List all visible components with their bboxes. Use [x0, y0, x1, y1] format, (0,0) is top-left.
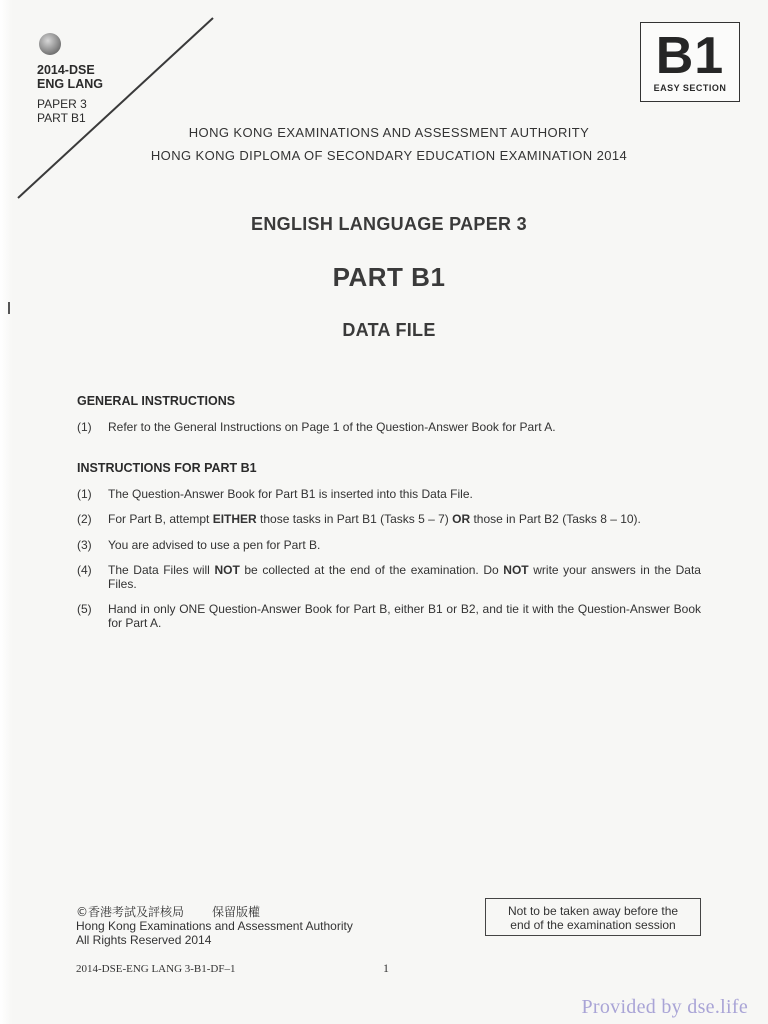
- rights-cjk: 保留版權: [212, 905, 261, 919]
- watermark: Provided by dse.life: [581, 996, 748, 1018]
- paper-title: ENGLISH LANGUAGE PAPER 3: [251, 214, 527, 234]
- item-number: (1): [77, 487, 92, 501]
- corner-diagonal-line: [0, 0, 230, 210]
- item-number: (3): [77, 538, 92, 552]
- item-number: (2): [77, 512, 92, 526]
- part-instructions-heading: INSTRUCTIONS FOR PART B1: [77, 461, 257, 475]
- page-number: 1: [383, 961, 389, 975]
- paper-code: PAPER 3: [37, 97, 87, 111]
- exam-code: 2014-DSE: [37, 63, 95, 77]
- item-number: (4): [77, 563, 92, 577]
- section-badge-code: B1: [655, 27, 725, 85]
- item-text: You are advised to use a pen for Part B.: [108, 538, 321, 552]
- document-code: 2014-DSE-ENG LANG 3-B1-DF–1: [76, 963, 236, 975]
- item-text: The Question-Answer Book for Part B1 is inserted into this Data File.: [108, 487, 473, 501]
- copyright-cjk: ©香港考試及評核局: [76, 905, 185, 919]
- section-badge: [640, 22, 740, 102]
- item-text: Hand in only ONE Question-Answer Book for Part B, either B1 or B2, and tie it with the Question-Answer Book for Part A.: [108, 602, 701, 630]
- part-code: PART B1: [37, 111, 86, 125]
- margin-mark: [8, 302, 10, 314]
- copyright-year: All Rights Reserved 2014: [76, 933, 212, 947]
- notice-box: [485, 898, 701, 936]
- data-file-title: DATA FILE: [342, 320, 436, 340]
- item-text: The Data Files will NOT be collected at the end of the examination. Do NOT write your answers in the Data Files.: [108, 563, 701, 591]
- authority-name: HONG KONG EXAMINATIONS AND ASSESSMENT AUTHORITY: [188, 125, 590, 140]
- item-text: For Part B, attempt EITHER those tasks in Part B1 (Tasks 5 – 7) OR those in Part B2 (Tasks 8 – 10).: [108, 512, 641, 526]
- item-text: Refer to the General Instructions on Page 1 of the Question-Answer Book for Part A.: [108, 420, 556, 434]
- examination-name: HONG KONG DIPLOMA OF SECONDARY EDUCATION EXAMINATION 2014: [150, 148, 628, 163]
- general-instructions-heading: GENERAL INSTRUCTIONS: [77, 394, 236, 408]
- item-number: (5): [77, 602, 92, 616]
- item-number: (1): [77, 420, 92, 434]
- part-title: PART B1: [332, 262, 446, 292]
- section-badge-label: EASY SECTION: [653, 83, 727, 93]
- copyright-block: [76, 905, 353, 947]
- notice-line: Not to be taken away before the: [507, 904, 679, 918]
- copyright-authority: Hong Kong Examinations and Assessment Authority: [76, 919, 353, 933]
- notice-line: end of the examination session: [510, 918, 676, 932]
- corner-label: [37, 63, 103, 125]
- subject-code: ENG LANG: [37, 77, 103, 91]
